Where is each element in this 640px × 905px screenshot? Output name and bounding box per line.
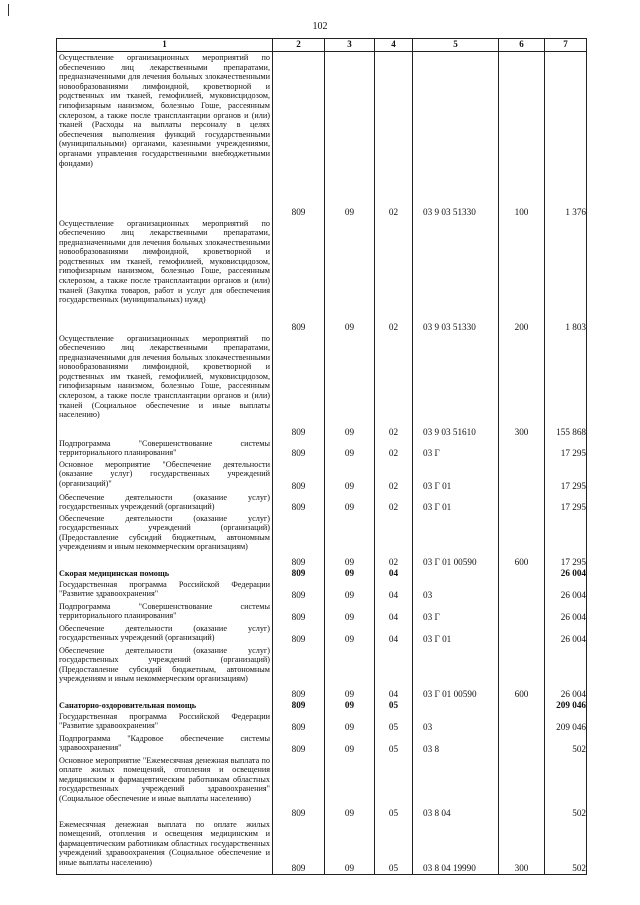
row-cell-col7: 17 295: [545, 492, 587, 513]
row-cell-col5: 03 8: [413, 733, 499, 755]
scan-corner-mark: [8, 4, 9, 16]
row-cell-col7: 1 376: [545, 52, 587, 218]
row-cell-col4: 04: [375, 568, 413, 579]
row-cell-col4: 02: [375, 492, 413, 513]
row-cell-col5: 03 9 03 51610: [413, 333, 499, 438]
row-cell-col5: 03: [413, 711, 499, 733]
row-cell-col2: 809: [273, 52, 325, 218]
row-cell-col6: [499, 700, 545, 711]
row-cell-col2: 809: [273, 601, 325, 623]
row-cell-col7: 209 046: [545, 711, 587, 733]
row-description: Основное мероприятие "Обеспечение деятельности (оказание услуг) государственных учреждений (организаций)": [57, 459, 273, 492]
row-cell-col2: 809: [273, 645, 325, 700]
row-cell-col6: [499, 459, 545, 492]
column-header-5: 5: [413, 39, 499, 52]
row-cell-col3: 09: [325, 711, 375, 733]
row-cell-col3: 09: [325, 459, 375, 492]
row-cell-col4: 02: [375, 513, 413, 568]
row-cell-col4: 02: [375, 438, 413, 459]
row-cell-col4: 04: [375, 601, 413, 623]
row-cell-col3: 09: [325, 568, 375, 579]
row-cell-col4: 02: [375, 52, 413, 218]
row-cell-col4: 05: [375, 819, 413, 875]
row-cell-col5: 03 Г: [413, 438, 499, 459]
row-cell-col2: 809: [273, 459, 325, 492]
row-cell-col4: 02: [375, 218, 413, 333]
row-description: Подпрограмма "Кадровое обеспечение системы здравоохранения": [57, 733, 273, 755]
row-cell-col5: 03 9 03 51330: [413, 218, 499, 333]
column-header-6: 6: [499, 39, 545, 52]
table-row: [57, 733, 587, 755]
row-description: Обеспечение деятельности (оказание услуг) государственных учреждений (организаций) (Предоставление субсидий бюджетным, автономным учреждениям и иным некоммерческим организациям): [57, 513, 273, 568]
row-cell-col2: 809: [273, 568, 325, 579]
row-cell-col6: [499, 579, 545, 601]
row-description: Обеспечение деятельности (оказание услуг) государственных учреждений (организаций): [57, 623, 273, 645]
page-number: 102: [312, 21, 328, 32]
column-header-3: 3: [325, 39, 375, 52]
row-cell-col7: 17 295: [545, 459, 587, 492]
row-cell-col5: 03 Г 01 00590: [413, 645, 499, 700]
row-cell-col3: 09: [325, 623, 375, 645]
row-cell-col3: 09: [325, 755, 375, 819]
row-description: Государственная программа Российской Федерации "Развитие здравоохранения": [57, 579, 273, 601]
table-row: [57, 218, 587, 333]
row-cell-col6: 600: [499, 645, 545, 700]
row-cell-col3: 09: [325, 52, 375, 218]
row-cell-col3: 09: [325, 218, 375, 333]
row-cell-col7: 26 004: [545, 579, 587, 601]
row-cell-col6: [499, 733, 545, 755]
row-cell-col4: 05: [375, 755, 413, 819]
row-cell-col7: 155 868: [545, 333, 587, 438]
row-cell-col2: 809: [273, 513, 325, 568]
row-description: Санаторно-оздоровительная помощь: [57, 700, 273, 711]
row-cell-col3: 09: [325, 579, 375, 601]
row-cell-col3: 09: [325, 333, 375, 438]
table-row: [57, 568, 587, 579]
row-cell-col7: 17 295: [545, 513, 587, 568]
row-cell-col6: 200: [499, 218, 545, 333]
row-cell-col4: 04: [375, 645, 413, 700]
table-header-row: [57, 39, 587, 52]
row-cell-col6: [499, 601, 545, 623]
row-cell-col2: 809: [273, 755, 325, 819]
table-row: [57, 579, 587, 601]
column-header-4: 4: [375, 39, 413, 52]
row-cell-col3: 09: [325, 819, 375, 875]
row-cell-col6: [499, 492, 545, 513]
row-cell-col7: 502: [545, 755, 587, 819]
row-cell-col7: 26 004: [545, 601, 587, 623]
row-cell-col4: 02: [375, 459, 413, 492]
row-cell-col3: 09: [325, 513, 375, 568]
row-cell-col5: 03 9 03 51330: [413, 52, 499, 218]
row-cell-col4: 02: [375, 333, 413, 438]
row-cell-col6: [499, 623, 545, 645]
row-cell-col6: [499, 755, 545, 819]
row-cell-col2: 809: [273, 579, 325, 601]
row-cell-col5: 03 Г 01: [413, 492, 499, 513]
row-cell-col6: 100: [499, 52, 545, 218]
row-cell-col4: 05: [375, 733, 413, 755]
row-cell-col7: 17 295: [545, 438, 587, 459]
row-cell-col3: 09: [325, 645, 375, 700]
table-row: [57, 700, 587, 711]
row-cell-col7: 209 046: [545, 700, 587, 711]
row-cell-col4: 04: [375, 579, 413, 601]
budget-table: [56, 38, 587, 875]
row-description: Скорая медицинская помощь: [57, 568, 273, 579]
row-cell-col2: 809: [273, 733, 325, 755]
table-row: [57, 459, 587, 492]
row-cell-col2: 809: [273, 492, 325, 513]
row-cell-col6: 300: [499, 333, 545, 438]
row-cell-col5: 03 8 04: [413, 755, 499, 819]
table-row: [57, 52, 587, 218]
row-cell-col7: 1 803: [545, 218, 587, 333]
row-cell-col2: 809: [273, 438, 325, 459]
row-description: Обеспечение деятельности (оказание услуг) государственных учреждений (организаций) (Предоставление субсидий бюджетным, автономным учреждениям и иным некоммерческим организациям): [57, 645, 273, 700]
row-cell-col2: 809: [273, 819, 325, 875]
row-cell-col5: [413, 700, 499, 711]
row-cell-col3: 09: [325, 733, 375, 755]
row-description: Подпрограмма "Совершенствование системы территориального планирования": [57, 438, 273, 459]
row-cell-col5: 03 Г 01 00590: [413, 513, 499, 568]
row-cell-col4: 04: [375, 623, 413, 645]
row-cell-col7: 502: [545, 733, 587, 755]
table-row: [57, 601, 587, 623]
row-cell-col7: 502: [545, 819, 587, 875]
row-cell-col6: [499, 438, 545, 459]
row-cell-col7: 26 004: [545, 623, 587, 645]
row-cell-col4: 05: [375, 700, 413, 711]
row-cell-col6: [499, 711, 545, 733]
table-row: [57, 645, 587, 700]
row-cell-col6: 300: [499, 819, 545, 875]
column-header-2: 2: [273, 39, 325, 52]
row-cell-col5: 03 Г 01: [413, 623, 499, 645]
row-cell-col5: 03 8 04 19990: [413, 819, 499, 875]
row-description: Осуществление организационных мероприятий по обеспечению лиц лекарственными препаратами, предназначенными для лечения больных злокачественными новообразованиями лимфоидной, кроветворной и родственных им тканей, гемофилией, муковисцидозом, гипофизарным нанизмом, болезнью Гоше, рассеянным склерозом, а также после трансплантации органов и (или) тканей (Расходы на выплаты персоналу в целях обеспечения выполнения функций государственными (муниципальными) органами, казенными учреждениями, органами управления государственными внебюджетными фондами): [57, 52, 273, 218]
row-description: Ежемесячная денежная выплата по оплате жилых помещений, отопления и освещения медицинским и фармацевтическим работникам областных государственных учреждений здравоохранения (Социальное обеспечение и иные выплаты населению): [57, 819, 273, 875]
row-cell-col2: 809: [273, 623, 325, 645]
column-header-1: 1: [57, 39, 273, 52]
table-row: [57, 492, 587, 513]
row-cell-col6: [499, 568, 545, 579]
table-row: [57, 755, 587, 819]
row-cell-col3: 09: [325, 700, 375, 711]
row-cell-col5: [413, 568, 499, 579]
table-row: [57, 333, 587, 438]
row-description: Осуществление организационных мероприятий по обеспечению лиц лекарственными препаратами, предназначенными для лечения больных злокачественными новообразованиями лимфоидной, кроветворной и родственных им тканей, гемофилией, муковисцидозом, гипофизарным нанизмом, болезнью Гоше, рассеянным склерозом, а также после трансплантации органов и (или) тканей (Закупка товаров, работ и услуг для обеспечения государственных (муниципальных) нужд): [57, 218, 273, 333]
row-description: Государственная программа Российской Федерации "Развитие здравоохранения": [57, 711, 273, 733]
row-cell-col5: 03 Г: [413, 601, 499, 623]
row-cell-col5: 03: [413, 579, 499, 601]
row-cell-col7: 26 004: [545, 568, 587, 579]
table-row: [57, 711, 587, 733]
row-description: Обеспечение деятельности (оказание услуг) государственных учреждений (организаций): [57, 492, 273, 513]
table-row: [57, 513, 587, 568]
table-row: [57, 623, 587, 645]
row-cell-col6: 600: [499, 513, 545, 568]
table-row: [57, 438, 587, 459]
row-cell-col4: 05: [375, 711, 413, 733]
table-row: [57, 819, 587, 875]
row-cell-col5: 03 Г 01: [413, 459, 499, 492]
row-description: Подпрограмма "Совершенствование системы территориального планирования": [57, 601, 273, 623]
row-cell-col2: 809: [273, 333, 325, 438]
row-cell-col3: 09: [325, 438, 375, 459]
row-cell-col2: 809: [273, 218, 325, 333]
row-cell-col3: 09: [325, 492, 375, 513]
row-cell-col2: 809: [273, 711, 325, 733]
column-header-7: 7: [545, 39, 587, 52]
row-description: Осуществление организационных мероприятий по обеспечению лиц лекарственными препаратами, предназначенными для лечения больных злокачественными новообразованиями лимфоидной, кроветворной и родственных им тканей, гемофилией, муковисцидозом, гипофизарным нанизмом, болезнью Гоше, рассеянным склерозом, а также после трансплантации органов и (или) тканей (Социальное обеспечение и иные выплаты населению): [57, 333, 273, 438]
row-cell-col2: 809: [273, 700, 325, 711]
row-cell-col3: 09: [325, 601, 375, 623]
row-description: Основное мероприятие "Ежемесячная денежная выплата по оплате жилых помещений, отопления и освещения медицинским и фармацевтическим работникам областных государственных учреждений здравоохранения" (Социальное обеспечение и иные выплаты населению): [57, 755, 273, 819]
row-cell-col7: 26 004: [545, 645, 587, 700]
